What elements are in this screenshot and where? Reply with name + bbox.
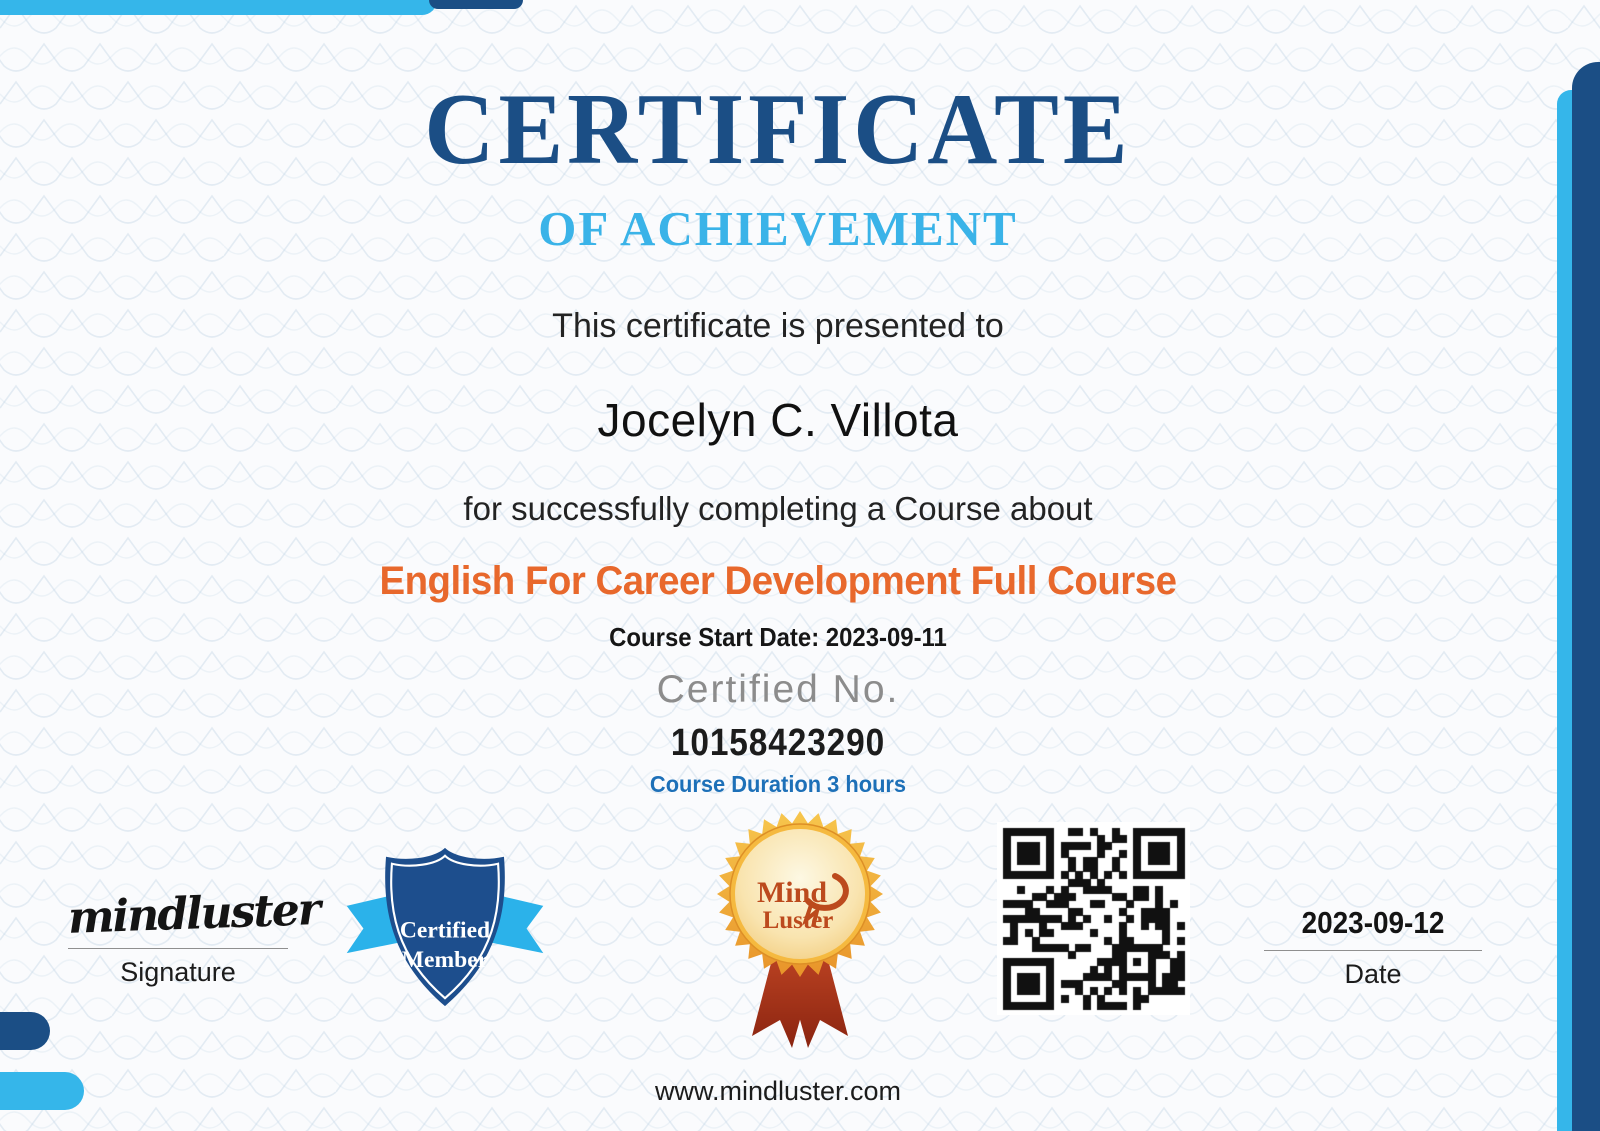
signature-label: Signature	[120, 957, 236, 987]
signature-block	[67, 884, 320, 988]
recipient-name: Jocelyn C. Villota	[597, 394, 959, 446]
certified-no-label: Certified No.	[656, 668, 900, 711]
date-value: 2023-09-12	[1301, 905, 1445, 940]
website-url: www.mindluster.com	[654, 1076, 902, 1106]
date-block	[1264, 902, 1482, 990]
badge-line1: Certified	[399, 917, 491, 944]
signature-script: mindluster	[67, 884, 320, 944]
right-navy-accent-bar	[1572, 62, 1600, 1131]
medal-brand-line2: Luster	[762, 907, 834, 934]
certified-no-value: 10158423290	[670, 722, 886, 764]
right-cyan-accent-bar	[1557, 90, 1572, 1131]
course-duration: Course Duration 3 hours	[649, 771, 907, 797]
qr-code	[997, 822, 1190, 1015]
medal-brand-line1: Mind	[756, 876, 828, 909]
date-label: Date	[1344, 959, 1402, 989]
completion-label: for successfully completing a Course about	[463, 490, 1093, 527]
mindluster-medal-icon	[716, 810, 884, 1058]
certificate-title: CERTIFICATE	[424, 72, 1132, 186]
certified-member-badge	[346, 843, 544, 1015]
badge-line2: Member	[401, 946, 489, 973]
course-title: English For Career Development Full Course	[379, 559, 1177, 603]
presented-to-label: This certificate is presented to	[552, 307, 1004, 345]
certificate-subtitle: OF ACHIEVEMENT	[538, 201, 1018, 256]
course-start-date: Course Start Date: 2023-09-11	[609, 622, 947, 652]
